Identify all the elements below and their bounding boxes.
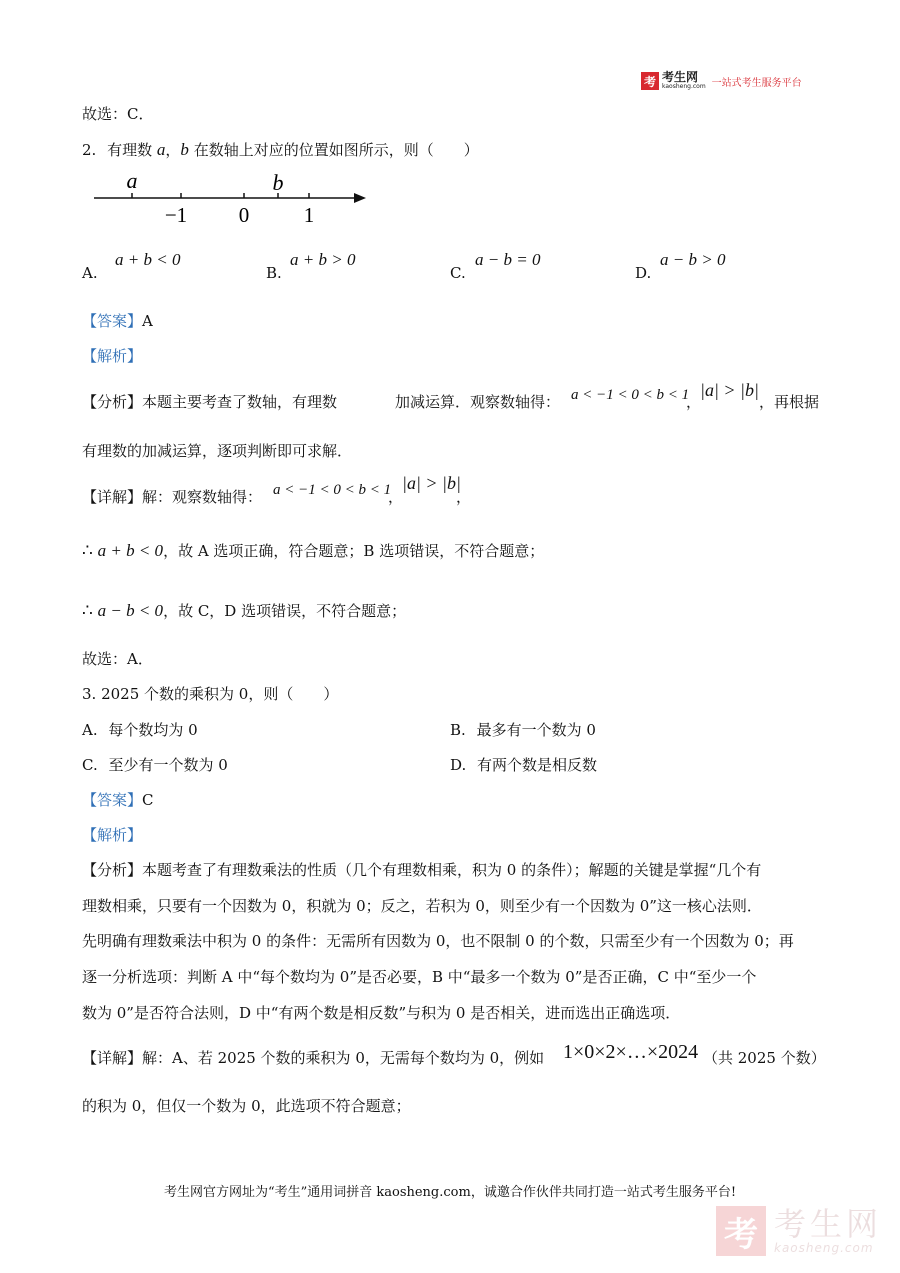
q2-answer <box>82 310 153 331</box>
number-line-figure <box>90 168 370 228</box>
option-text: 有两个数是相反数 <box>477 756 598 774</box>
q2-fenxi-line1b: 加减运算．观察数轴得： <box>395 393 561 411</box>
xiangjie-text: 解：观察数轴得： <box>142 488 263 506</box>
watermark-logo-icon: 考 <box>716 1206 766 1256</box>
option-letter: B. <box>450 721 466 739</box>
q2-xiangjie-sep: ， <box>388 488 404 506</box>
therefore-symbol: ∴ <box>82 601 93 621</box>
q2-xiangjie-abs: |a| > |b| <box>402 473 461 493</box>
q2-fenxi-line1c: ，再根据 <box>759 393 820 411</box>
q3-option-d <box>450 754 597 775</box>
logo-domain: kaosheng.com <box>662 83 706 90</box>
q3-option-b <box>450 719 596 740</box>
xiangjie-tag: 【详解】 <box>82 488 143 506</box>
label-1: 1 <box>303 203 315 227</box>
option-letter: C. <box>450 264 466 282</box>
fenxi-tag: 【分析】 <box>82 861 143 879</box>
label-neg1: −1 <box>164 203 188 227</box>
step1-text: ，故 A 选项正确，符合题意；B 选项错误，不符合题意； <box>163 542 545 560</box>
answer-value: A <box>142 312 153 330</box>
step2-text: ，故 C，D 选项错误，不符合题意； <box>163 602 407 620</box>
q2-stem <box>82 139 479 160</box>
q2-option-c <box>450 264 466 282</box>
option-text: 至少有一个数为 0 <box>108 756 228 774</box>
q2-conclusion: 故选：A． <box>82 650 153 668</box>
q2-xiangjie-inequality: a < −1 < 0 < b < 1 <box>273 482 392 498</box>
answer-tag: 【答案】 <box>82 791 143 809</box>
option-letter: C. <box>82 756 98 774</box>
logo-icon: 考 <box>641 72 659 90</box>
q3-fenxi-line1 <box>82 859 761 880</box>
watermark-name: 考生网 <box>774 1205 883 1243</box>
q3-answer <box>82 789 154 810</box>
q2-option-a-expr: a + b < 0 <box>115 250 181 269</box>
fenxi-text: 本题考查了有理数乘法的性质（几个有理数相乘，积为 0 的条件）；解题的关键是掌握“几个有 <box>142 861 762 879</box>
logo-slogan: 一站式考生服务平台 <box>711 77 802 89</box>
q2-xiangjie-line1 <box>82 486 262 507</box>
q3-xiangjie-line2: 的积为 0，但仅一个数为 0，此选项不符合题意； <box>82 1097 411 1115</box>
q2-stem-sep: ， <box>165 141 181 159</box>
q3-option-c <box>82 754 228 775</box>
q3-stem: 3. 2025 个数的乘积为 0，则（ ） <box>82 685 339 703</box>
fenxi-tag: 【分析】 <box>82 393 143 411</box>
number-line-arrow <box>354 193 366 203</box>
answer-tag: 【答案】 <box>82 312 143 330</box>
prev-conclusion: 故选：C． <box>82 105 154 123</box>
q2-step2 <box>82 600 406 621</box>
watermark-domain: kaosheng.com <box>774 1241 874 1255</box>
q3-xiangjie-expr: 1×0×2×…×2024 <box>563 1041 699 1063</box>
q3-option-a <box>82 719 198 740</box>
q2-xiangjie-end: ， <box>456 488 472 506</box>
q3-fenxi-line5: 数为 0”是否符合法则，D 中“有两个数是相反数”与积为 0 是否相关，进而选出正确选项． <box>82 1004 681 1022</box>
option-letter: D. <box>635 264 652 282</box>
option-letter: B. <box>266 264 282 282</box>
q3-fenxi-line4: 逐一分析选项：判断 A 中“每个数均为 0”是否必要，B 中“最多一个数为 0”是否正确，C 中“至少一个 <box>82 968 757 986</box>
footer-text: 考生网官方网址为“考生”通用词拼音 kaosheng.com，诚邀合作伙伴共同打造一站式考生服务平台! <box>163 1185 737 1200</box>
step1-expr: a + b < 0 <box>97 541 164 560</box>
watermark <box>716 1206 882 1256</box>
xiangjie-tag: 【详解】 <box>82 1049 143 1067</box>
q2-number: 2. <box>82 141 97 159</box>
header-logo <box>641 72 802 90</box>
q3-fenxi-line3: 先明确有理数乘法中积为 0 的条件：无需所有因数为 0，也不限制 0 的个数，只需至少有一个因数为 0；再 <box>82 932 794 950</box>
q2-step1 <box>82 540 544 561</box>
q2-fenxi-abs: |a| > |b| <box>700 380 759 400</box>
q2-fenxi-sep: ， <box>686 393 702 411</box>
logo-name: 考生网 <box>662 70 699 84</box>
q2-var-a: a <box>156 140 166 159</box>
label-a: a <box>126 168 138 193</box>
xiangjie-text: 解：A、若 2025 个数的乘积为 0，无需每个数均为 0，例如 <box>142 1049 545 1067</box>
q2-analysis-tag: 【解析】 <box>82 347 143 365</box>
q2-stem-suffix: 在数轴上对应的位置如图所示，则（ ） <box>193 141 479 159</box>
therefore-symbol: ∴ <box>82 541 93 561</box>
q3-fenxi-line2: 理数相乘，只要有一个因数为 0，积就为 0；反之，若积为 0，则至少有一个因数为 0”这一核心法则． <box>82 897 762 915</box>
q2-option-b-expr: a + b > 0 <box>290 250 356 269</box>
q2-fenxi-inequality: a < −1 < 0 < b < 1 <box>571 387 690 403</box>
q2-fenxi-line1 <box>82 391 337 412</box>
q2-option-d-expr: a − b > 0 <box>660 250 726 269</box>
q3-analysis-tag: 【解析】 <box>82 826 143 844</box>
option-letter: A. <box>82 721 98 739</box>
q2-option-d <box>635 264 651 282</box>
q2-option-a <box>82 264 98 282</box>
option-text: 每个数均为 0 <box>108 721 198 739</box>
q2-option-c-expr: a − b = 0 <box>475 250 541 269</box>
fenxi-text: 本题主要考查了数轴，有理数 <box>142 393 338 411</box>
label-b: b <box>272 170 284 195</box>
option-letter: A. <box>82 264 98 282</box>
q3-xiangjie-line1b: （共 2025 个数） <box>703 1049 826 1067</box>
q3-xiangjie-line1 <box>82 1047 544 1068</box>
label-0: 0 <box>238 203 250 227</box>
answer-value: C <box>142 791 154 809</box>
option-text: 最多有一个数为 0 <box>476 721 596 739</box>
q2-var-b: b <box>180 140 189 159</box>
step2-expr: a − b < 0 <box>97 601 164 620</box>
q2-stem-prefix: 有理数 <box>107 141 153 159</box>
q2-fenxi-line2: 有理数的加减运算，逐项判断即可求解． <box>82 442 353 460</box>
q2-option-b <box>266 264 282 282</box>
option-letter: D. <box>450 756 467 774</box>
